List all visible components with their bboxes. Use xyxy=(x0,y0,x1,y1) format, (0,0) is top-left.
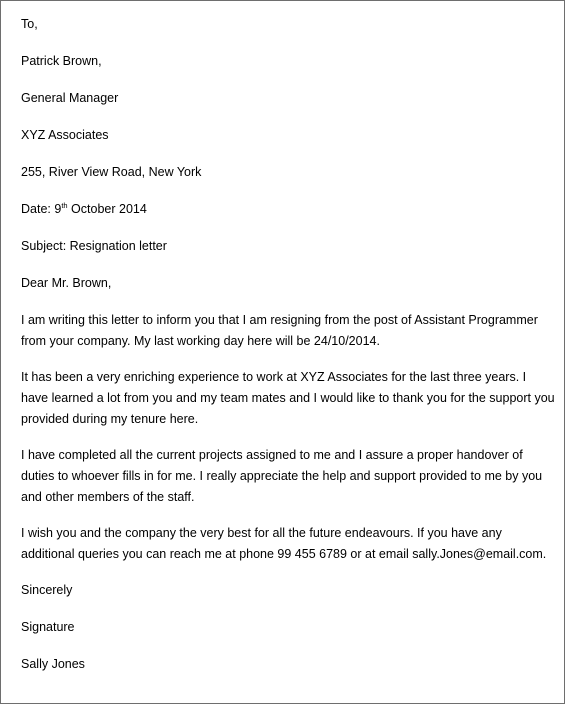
letter-subject: Subject: Resignation letter xyxy=(21,239,167,253)
date-prefix: Date: 9 xyxy=(21,202,62,216)
greeting: Dear Mr. Brown, xyxy=(21,276,112,290)
paragraph-line: have learned a lot from you and my team mates and I would like to thank you for the support you xyxy=(21,391,555,405)
date-rest: October 2014 xyxy=(67,202,147,216)
body-paragraph-3 xyxy=(21,445,551,508)
paragraph-line: additional queries you can reach me at phone 99 455 6789 or at email sally.Jones@email.com. xyxy=(21,547,547,561)
closing: Sincerely xyxy=(21,583,73,597)
sender-name: Sally Jones xyxy=(21,657,85,671)
resignation-letter xyxy=(21,14,555,691)
body-paragraph-1 xyxy=(21,310,551,352)
paragraph-line: provided during my tenure here. xyxy=(21,412,199,426)
paragraph-line: I am writing this letter to inform you that I am resigning from the post of Assistant Programmer xyxy=(21,313,538,327)
company-address: 255, River View Road, New York xyxy=(21,165,202,179)
body-paragraph-4 xyxy=(21,523,551,565)
company-name: XYZ Associates xyxy=(21,128,109,142)
paragraph-line: from your company. My last working day here will be 24/10/2014. xyxy=(21,334,380,348)
paragraph-line: duties to whoever fills in for me. I really appreciate the help and support provided to me by you xyxy=(21,469,543,483)
signature-label: Signature xyxy=(21,620,75,634)
paragraph-line: I have completed all the current projects assigned to me and I assure a proper handover of xyxy=(21,448,523,462)
recipient-title: General Manager xyxy=(21,91,119,105)
salutation-to: To, xyxy=(21,17,38,31)
date-ordinal-suffix: th xyxy=(61,200,68,210)
body-paragraph-2 xyxy=(21,367,555,430)
paragraph-line: It has been a very enriching experience to work at XYZ Associates for the last three years. I xyxy=(21,370,527,384)
paragraph-line: I wish you and the company the very best for all the future endeavours. If you have any xyxy=(21,526,502,540)
recipient-name: Patrick Brown, xyxy=(21,54,102,68)
letter-date xyxy=(21,199,551,220)
paragraph-line: and other members of the staff. xyxy=(21,490,195,504)
